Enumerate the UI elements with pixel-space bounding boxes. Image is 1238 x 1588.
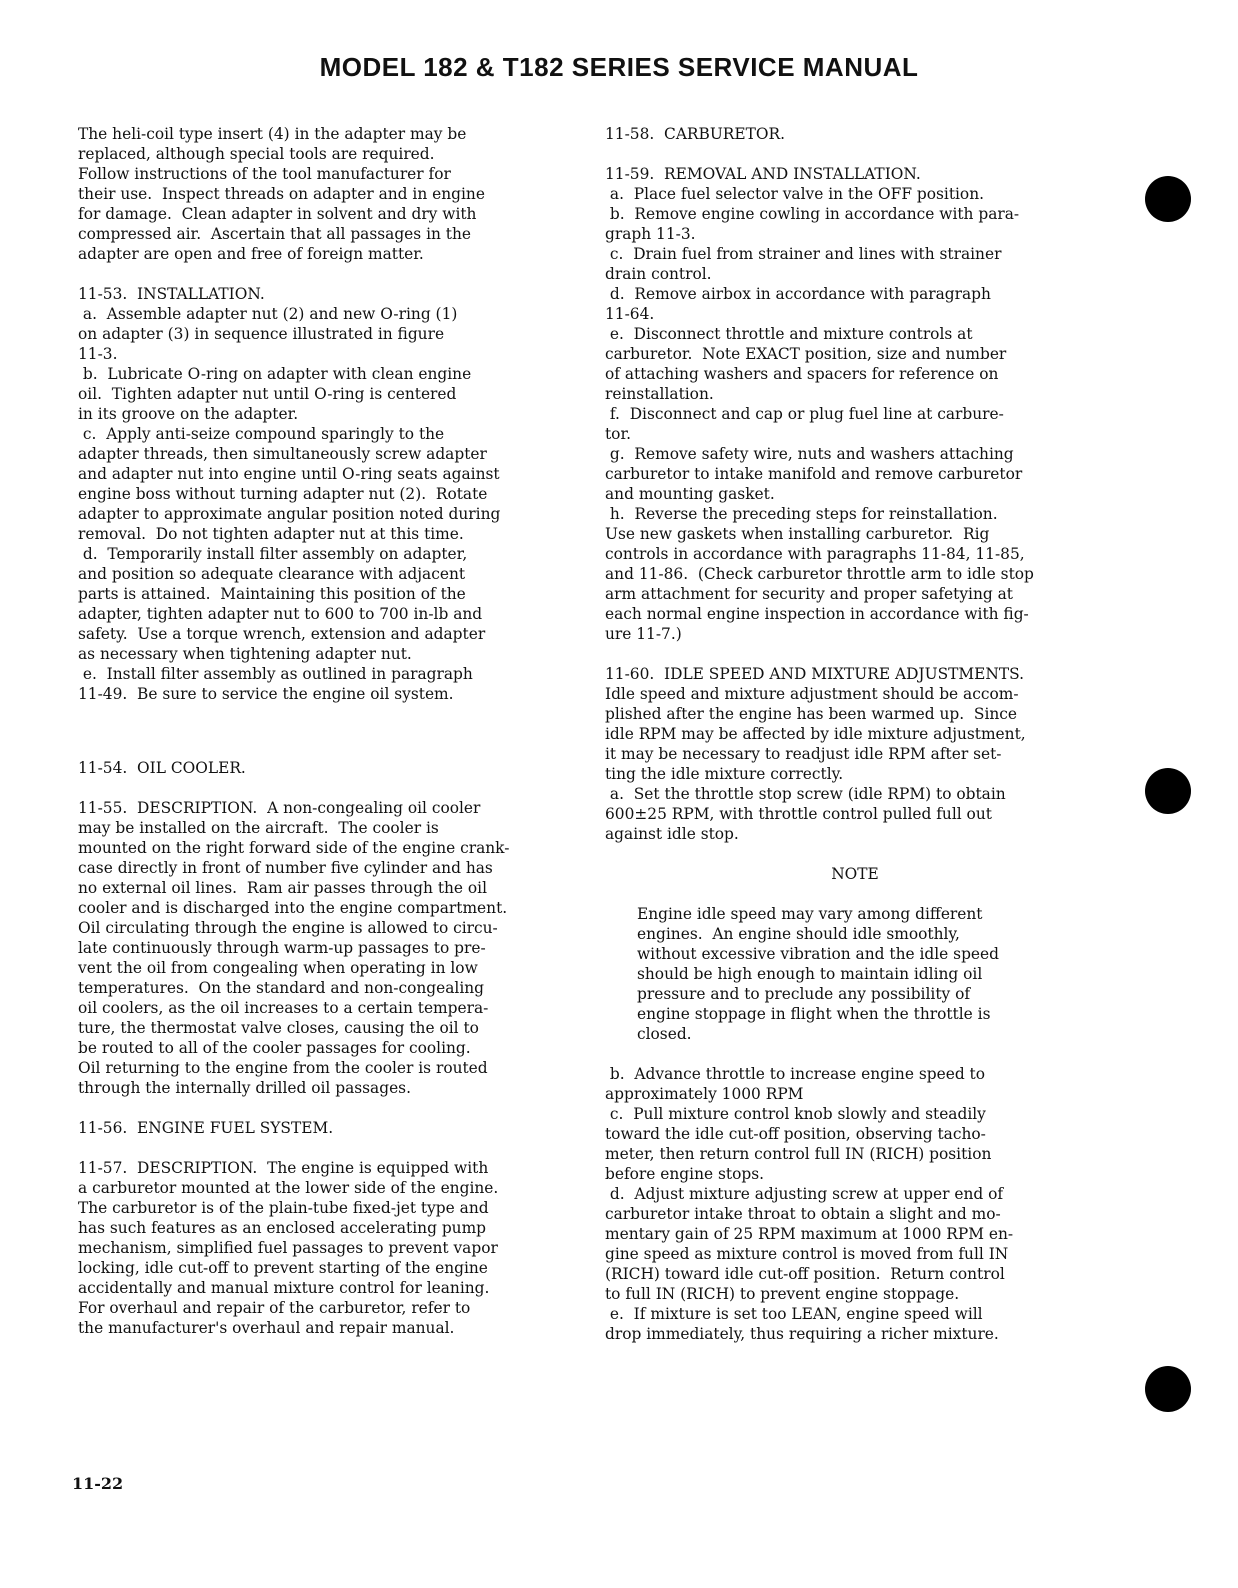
text-line: d. Temporarily install filter assembly on adapter, xyxy=(78,545,468,563)
text-line: carburetor. Note EXACT position, size and number xyxy=(605,345,1007,363)
text-line: e. If mixture is set too LEAN, engine speed will xyxy=(605,1305,983,1323)
text-line: arm attachment for security and proper safetying at xyxy=(605,585,1013,603)
removal-installation-section xyxy=(605,164,1105,644)
text-line: meter, then return control full IN (RICH) position xyxy=(605,1145,992,1163)
text-line: locking, idle cut-off to prevent starting of the engine xyxy=(78,1259,488,1277)
text-line: e. Disconnect throttle and mixture controls at xyxy=(605,325,973,343)
text-line: b. Advance throttle to increase engine speed to xyxy=(605,1065,986,1083)
text-line: gine speed as mixture control is moved from full IN xyxy=(605,1245,1009,1263)
adjustment-steps xyxy=(605,1064,1105,1344)
text-line: ture, the thermostat valve closes, causing the oil to xyxy=(78,1019,479,1037)
carburetor-heading: 11-58. CARBURETOR. xyxy=(605,125,785,143)
text-line: safety. Use a torque wrench, extension and adapter xyxy=(78,625,486,643)
text-line: controls in accordance with paragraphs 11-84, 11-85, xyxy=(605,545,1025,563)
binder-hole-top xyxy=(1145,176,1191,222)
text-line: 11-64. xyxy=(605,305,655,323)
text-line: h. Reverse the preceding steps for reinstallation. xyxy=(605,505,998,523)
text-line: c. Pull mixture control knob slowly and steadily xyxy=(605,1105,986,1123)
text-line: may be installed on the aircraft. The cooler is xyxy=(78,819,439,837)
text-line: For overhaul and repair of the carburetor, refer to xyxy=(78,1299,471,1317)
text-line: toward the idle cut-off position, observing tacho- xyxy=(605,1125,986,1143)
text-line: before engine stops. xyxy=(605,1165,764,1183)
text-line: against idle stop. xyxy=(605,825,739,843)
text-line: 11-59. REMOVAL AND INSTALLATION. xyxy=(605,165,921,183)
text-line: g. Remove safety wire, nuts and washers attaching xyxy=(605,445,1014,463)
text-line: The heli-coil type insert (4) in the adapter may be xyxy=(78,125,467,143)
text-line: The carburetor is of the plain-tube fixed-jet type and xyxy=(78,1199,489,1217)
text-line: 11-55. DESCRIPTION. A non-congealing oil cooler xyxy=(78,799,481,817)
binder-hole-middle xyxy=(1145,768,1191,814)
page-number: 11-22 xyxy=(72,1474,124,1493)
text-line: adapter are open and free of foreign matter. xyxy=(78,245,424,263)
text-line: case directly in front of number five cylinder and has xyxy=(78,859,493,877)
text-line: Use new gaskets when installing carburetor. Rig xyxy=(605,525,990,543)
text-line: as necessary when tightening adapter nut. xyxy=(78,645,412,663)
text-line: of attaching washers and spacers for reference on xyxy=(605,365,999,383)
text-line: approximately 1000 RPM xyxy=(605,1085,804,1103)
text-line: Idle speed and mixture adjustment should be accom- xyxy=(605,685,1019,703)
text-line: Oil returning to the engine from the cooler is routed xyxy=(78,1059,488,1077)
text-line: engine stoppage in flight when the throttle is xyxy=(637,1005,991,1023)
text-line: and 11-86. (Check carburetor throttle arm to idle stop xyxy=(605,565,1034,583)
text-line: (RICH) toward idle cut-off position. Return control xyxy=(605,1265,1005,1283)
text-line: mentary gain of 25 RPM maximum at 1000 RPM en- xyxy=(605,1225,1014,1243)
text-line: and mounting gasket. xyxy=(605,485,775,503)
note-body xyxy=(605,904,1105,1044)
text-line: oil coolers, as the oil increases to a certain tempera- xyxy=(78,999,489,1017)
text-line: the manufacturer's overhaul and repair manual. xyxy=(78,1319,455,1337)
text-line: adapter, tighten adapter nut to 600 to 700 in-lb and xyxy=(78,605,483,623)
text-line: c. Drain fuel from strainer and lines with strainer xyxy=(605,245,1002,263)
text-line: compressed air. Ascertain that all passages in the xyxy=(78,225,472,243)
text-line: 11-49. Be sure to service the engine oil system. xyxy=(78,685,454,703)
text-line: c. Apply anti-seize compound sparingly to the xyxy=(78,425,445,443)
right-column xyxy=(605,124,1105,1344)
text-line: engine boss without turning adapter nut (2). Rotate xyxy=(78,485,488,503)
text-line: graph 11-3. xyxy=(605,225,696,243)
page-title: MODEL 182 & T182 SERIES SERVICE MANUAL xyxy=(319,52,919,82)
adapter-paragraph xyxy=(78,124,560,264)
binder-hole-bottom xyxy=(1145,1366,1191,1412)
text-line: no external oil lines. Ram air passes through the oil xyxy=(78,879,488,897)
text-line: e. Install filter assembly as outlined in paragraph xyxy=(78,665,473,683)
text-line: adapter threads, then simultaneously screw adapter xyxy=(78,445,487,463)
text-line: should be high enough to maintain idling oil xyxy=(637,965,983,983)
text-line: and adapter nut into engine until O-ring seats against xyxy=(78,465,500,483)
text-line: d. Adjust mixture adjusting screw at upper end of xyxy=(605,1185,1004,1203)
text-line: a. Assemble adapter nut (2) and new O-ring (1) xyxy=(78,305,458,323)
text-line: temperatures. On the standard and non-congealing xyxy=(78,979,485,997)
note-heading: NOTE xyxy=(831,865,879,883)
text-line: a carburetor mounted at the lower side of the engine. xyxy=(78,1179,499,1197)
text-line: has such features as an enclosed accelerating pump xyxy=(78,1219,487,1237)
text-line: without excessive vibration and the idle speed xyxy=(637,945,1000,963)
text-line: reinstallation. xyxy=(605,385,714,403)
text-line: cooler and is discharged into the engine compartment. xyxy=(78,899,508,917)
text-line: it may be necessary to readjust idle RPM after set- xyxy=(605,745,1002,763)
text-line: removal. Do not tighten adapter nut at this time. xyxy=(78,525,464,543)
text-line: b. Remove engine cowling in accordance with para- xyxy=(605,205,1020,223)
left-column xyxy=(78,124,560,1338)
text-line: 11-57. DESCRIPTION. The engine is equipped with xyxy=(78,1159,489,1177)
text-line: pressure and to preclude any possibility of xyxy=(637,985,971,1003)
text-line: a. Set the throttle stop screw (idle RPM) to obtain xyxy=(605,785,1006,803)
text-line: d. Remove airbox in accordance with paragraph xyxy=(605,285,991,303)
text-line: 600±25 RPM, with throttle control pulled full out xyxy=(605,805,992,823)
text-line: f. Disconnect and cap or plug fuel line at carbure- xyxy=(605,405,1004,423)
text-line: Follow instructions of the tool manufacturer for xyxy=(78,165,451,183)
text-line: engines. An engine should idle smoothly, xyxy=(637,925,960,943)
text-line: to full IN (RICH) to prevent engine stoppage. xyxy=(605,1285,960,1303)
text-line: 11-3. xyxy=(78,345,118,363)
text-line: their use. Inspect threads on adapter and in engine xyxy=(78,185,485,203)
text-line: each normal engine inspection in accordance with fig- xyxy=(605,605,1029,623)
text-line: accidentally and manual mixture control for leaning. xyxy=(78,1279,490,1297)
idle-adjustments-section xyxy=(605,664,1105,844)
text-line: through the internally drilled oil passages. xyxy=(78,1079,411,1097)
text-line: Oil circulating through the engine is allowed to circu- xyxy=(78,919,498,937)
text-line: on adapter (3) in sequence illustrated in figure xyxy=(78,325,445,343)
text-line: be routed to all of the cooler passages for cooling. xyxy=(78,1039,471,1057)
text-line: replaced, although special tools are required. xyxy=(78,145,435,163)
text-line: carburetor intake throat to obtain a slight and mo- xyxy=(605,1205,1001,1223)
oil-cooler-heading: 11-54. OIL COOLER. xyxy=(78,759,246,777)
text-line: mounted on the right forward side of the engine crank- xyxy=(78,839,510,857)
text-line: parts is attained. Maintaining this position of the xyxy=(78,585,466,603)
text-line: oil. Tighten adapter nut until O-ring is centered xyxy=(78,385,457,403)
text-line: drop immediately, thus requiring a richer mixture. xyxy=(605,1325,999,1343)
text-line: mechanism, simplified fuel passages to prevent vapor xyxy=(78,1239,498,1257)
text-line: b. Lubricate O-ring on adapter with clean engine xyxy=(78,365,472,383)
fuel-system-heading: 11-56. ENGINE FUEL SYSTEM. xyxy=(78,1119,334,1137)
text-line: 11-60. IDLE SPEED AND MIXTURE ADJUSTMENTS. xyxy=(605,665,1024,683)
installation-section xyxy=(78,284,560,704)
text-line: carburetor to intake manifold and remove carburetor xyxy=(605,465,1023,483)
text-line: vent the oil from congealing when operating in low xyxy=(78,959,478,977)
text-line: late continuously through warm-up passages to pre- xyxy=(78,939,486,957)
text-line: for damage. Clean adapter in solvent and dry with xyxy=(78,205,477,223)
text-line: ting the idle mixture correctly. xyxy=(605,765,844,783)
text-line: in its groove on the adapter. xyxy=(78,405,299,423)
text-line: ure 11-7.) xyxy=(605,625,682,643)
text-line: and position so adequate clearance with adjacent xyxy=(78,565,466,583)
text-line: drain control. xyxy=(605,265,712,283)
text-line: closed. xyxy=(637,1025,692,1043)
text-line: tor. xyxy=(605,425,632,443)
text-line: Engine idle speed may vary among different xyxy=(637,905,983,923)
text-line: idle RPM may be affected by idle mixture adjustment, xyxy=(605,725,1026,743)
oil-cooler-description xyxy=(78,798,560,1098)
fuel-system-description xyxy=(78,1158,560,1338)
text-line: a. Place fuel selector valve in the OFF position. xyxy=(605,185,985,203)
text-line: 11-53. INSTALLATION. xyxy=(78,285,265,303)
text-line: adapter to approximate angular position noted during xyxy=(78,505,501,523)
text-line: plished after the engine has been warmed up. Since xyxy=(605,705,1018,723)
